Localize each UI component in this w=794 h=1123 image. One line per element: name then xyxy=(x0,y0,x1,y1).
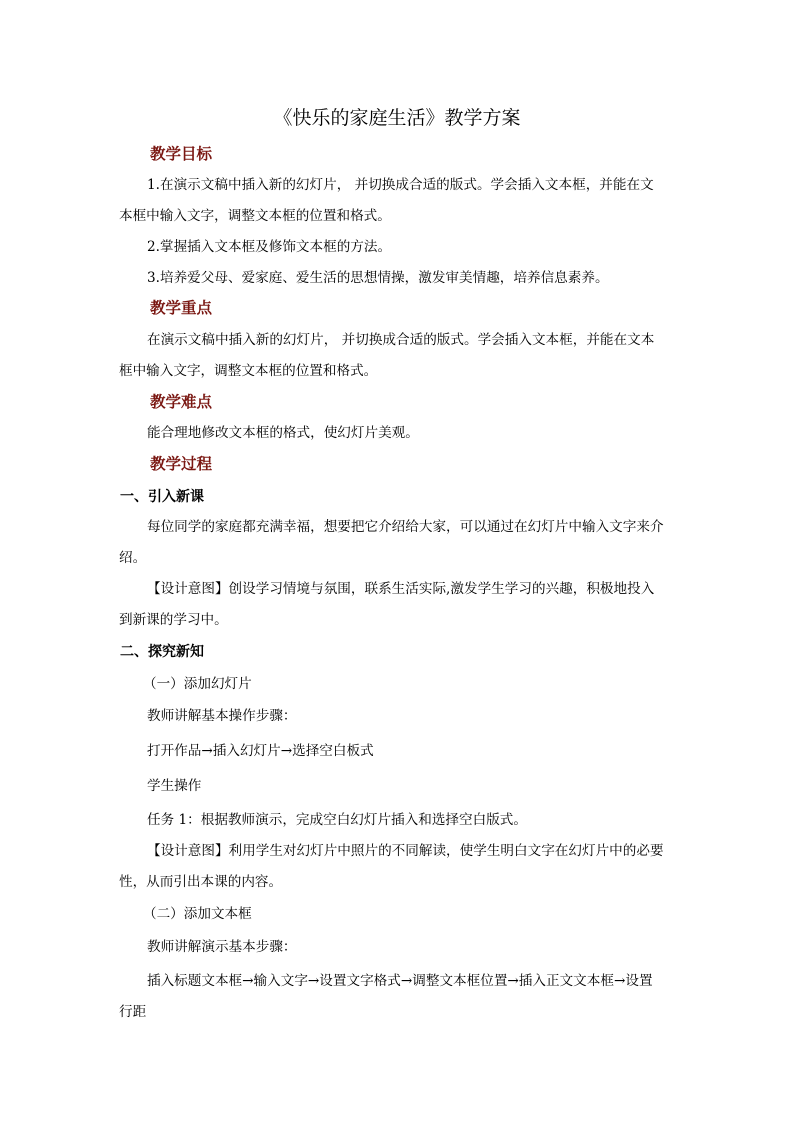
sec2-part1: （一）添加幻灯片 xyxy=(143,676,252,692)
goal-item-1-line1: 1.在演示文稿中插入新的幻灯片， 并切换成合适的版式。学会插入文本框，并能在文 xyxy=(147,177,654,193)
sec2-intent-line2-wrap xyxy=(119,871,675,893)
difficulties-text: 能合理地修改文本框的格式，使幻灯片美观。 xyxy=(147,425,419,441)
sec1-para-line2: 绍。 xyxy=(119,550,147,566)
goal-item-1-cont xyxy=(119,205,675,227)
sec2-intent-line2: 性，从而引出本课的内容。 xyxy=(119,874,283,890)
process-sec1-title: 一、引入新课 xyxy=(120,489,204,505)
section-heading-key-points: 教学重点 xyxy=(150,298,213,317)
key-points-line2: 框中输入文字，调整文本框的位置和格式。 xyxy=(119,363,378,379)
sec2-teacher2: 教师讲解演示基本步骤： xyxy=(147,939,297,955)
sec1-para-line1-wrap xyxy=(119,516,675,538)
sec1-para-line2-wrap xyxy=(119,547,675,569)
sec2-part2: （二）添加文本框 xyxy=(143,906,252,922)
sec2-task1: 任务 1：根据教师演示，完成空白幻灯片插入和选择空白版式。 xyxy=(147,812,527,828)
goal-item-3: 3.培养爱父母、爱家庭、爱生活的思想情操，激发审美情趣，培养信息素养。 xyxy=(147,270,609,286)
goal-item-1-line2: 本框中输入文字，调整文本框的位置和格式。 xyxy=(119,208,391,224)
sec2-steps2-line2-wrap xyxy=(119,1001,675,1023)
process-sec2-title: 二、探究新知 xyxy=(120,644,204,660)
sec1-intent-line2-wrap xyxy=(119,609,675,631)
sec2-steps2-line1-wrap xyxy=(119,970,675,992)
key-points-line1: 在演示文稿中插入新的幻灯片， 并切换成合适的版式。学会插入文本框，并能在文本 xyxy=(147,332,655,348)
sec1-intent-line1: 【设计意图】创设学习情境与氛围，联系生活实际,激发学生学习的兴趣，积极地投入 xyxy=(147,581,655,597)
sec2-student: 学生操作 xyxy=(147,778,202,794)
sec2-teacher1: 教师讲解基本操作步骤： xyxy=(147,708,297,724)
sec2-steps1: 打开作品→插入幻灯片→选择空白板式 xyxy=(147,743,374,759)
sec1-intent-line2: 到新课的学习中。 xyxy=(119,612,228,628)
goal-item-1 xyxy=(119,174,675,196)
sec2-intent-line1-wrap xyxy=(119,840,675,862)
sec2-steps2-line2: 行距 xyxy=(119,1004,147,1020)
section-heading-difficulties: 教学难点 xyxy=(150,392,213,411)
goal-item-2: 2.掌握插入文本框及修饰文本框的方法。 xyxy=(147,239,392,255)
sec2-intent-line1: 【设计意图】利用学生对幻灯片中照片的不同解读，使学生明白文字在幻灯片中的必要 xyxy=(147,843,664,859)
key-points-line1-wrap xyxy=(119,329,675,351)
section-heading-process: 教学过程 xyxy=(150,454,213,473)
sec1-intent-line1-wrap xyxy=(119,578,675,600)
document-title: 《快乐的家庭生活》教学方案 xyxy=(273,107,521,129)
key-points-line2-wrap xyxy=(119,360,675,382)
sec2-steps2-line1: 插入标题文本框→输入文字→设置文字格式→调整文本框位置→插入正文文本框→设置 xyxy=(147,973,653,989)
sec1-para-line1: 每位同学的家庭都充满幸福，想要把它介绍给大家，可以通过在幻灯片中输入文字来介 xyxy=(147,519,664,535)
section-heading-goals: 教学目标 xyxy=(150,144,213,163)
